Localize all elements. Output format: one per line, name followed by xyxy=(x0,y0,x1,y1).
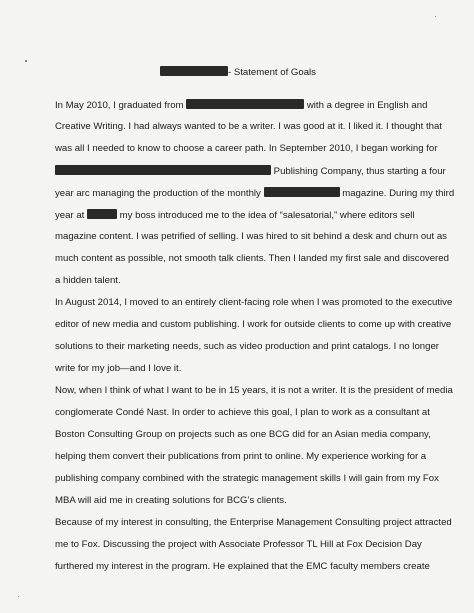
text-line: was all I needed to know to choose a career path. In September 2010, I began working for xyxy=(55,143,438,154)
text-line: helping them convert their publications from print to online. My experience working for a xyxy=(55,451,427,462)
text-line: In May 2010, I graduated from with a degree in English and xyxy=(55,100,428,111)
text-line: year arc managing the production of the monthly magazine. During my third xyxy=(55,188,455,199)
text-line: Boston Consulting Group on projects such as one BCG did for an Asian media company, xyxy=(55,429,431,440)
text-line: Publishing Company, thus starting a four xyxy=(55,165,446,178)
text-line: Because of my interest in consulting, the Enterprise Management Consulting project attracted xyxy=(55,517,452,528)
scan-speck xyxy=(18,596,19,597)
redacted-magazine xyxy=(264,187,340,197)
text-line: year at my boss introduced me to the idea of “salesatorial,” where editors sell xyxy=(55,210,415,221)
text-line: In August 2014, I moved to an entirely client-facing role when I was promoted to the executive xyxy=(55,297,453,308)
redacted-company-short xyxy=(87,209,117,219)
text-line: MBA will aid me in creating solutions for BCG’s clients. xyxy=(55,495,287,506)
text-line: solutions to their marketing needs, such as video production and print catalogs. I no longer xyxy=(55,341,439,352)
redacted-company xyxy=(55,165,271,175)
scan-speck xyxy=(435,16,436,17)
redacted-school xyxy=(186,99,304,109)
scan-speck xyxy=(25,60,27,62)
text-line: me to Fox. Discussing the project with Associate Professor TL Hill at Fox Decision Day xyxy=(55,539,422,550)
redacted-name xyxy=(160,66,228,76)
text-line: Creative Writing. I had always wanted to be a writer. I was good at it. I liked it. I thought that xyxy=(55,121,442,132)
text-line: a hidden talent. xyxy=(55,275,121,286)
document-title: - Statement of Goals xyxy=(160,66,316,78)
text-line: much content as possible, not smooth talk clients. Then I landed my first sale and discovered xyxy=(55,253,449,264)
text-line: editor of new media and custom publishing. I work for outside clients to come up with creative xyxy=(55,319,452,330)
text-line: furthered my interest in the program. He explained that the EMC faculty members create xyxy=(55,561,430,572)
text-line: Now, when I think of what I want to be in 15 years, it is not a writer. It is the president of media xyxy=(55,385,453,396)
text-line: conglomerate Condé Nast. In order to achieve this goal, I plan to work as a consultant at xyxy=(55,407,430,418)
text-line: magazine content. I was petrified of selling. I was hired to sit behind a desk and churn out as xyxy=(55,231,447,242)
text-line: publishing company combined with the strategic management skills I will gain from my Fox xyxy=(55,473,439,484)
text-line: write for my job—and I love it. xyxy=(55,363,182,374)
